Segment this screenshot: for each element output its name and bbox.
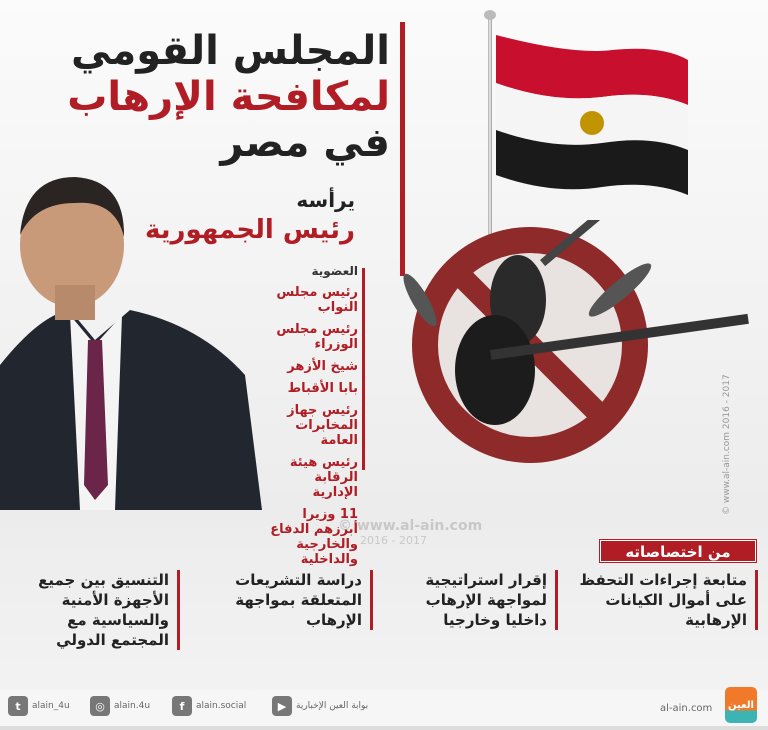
list-item: رئيس جهاز المخابرات العامة (287, 403, 358, 448)
watermark-years: 2016 - 2017 (360, 534, 427, 547)
title-line-3: في مصر (220, 120, 390, 166)
duty-item: إقرار استراتيجية لمواجهة الإرهاب داخليا وخارجيا (393, 570, 558, 630)
list-item: رئيس مجلس الوزراء (276, 322, 358, 352)
duty-item: متابعة إجراءات التحفظ على أموال الكيانات الإرهابية (578, 570, 758, 630)
instagram-handle: alain.4u (114, 701, 151, 711)
chair-value: رئيس الجمهورية (145, 215, 355, 245)
facebook-link[interactable] (172, 696, 246, 716)
list-item: 11 وزيرا أبرزهم الدفاع والخارجية والداخلية (270, 507, 358, 567)
members-list (266, 264, 358, 574)
facebook-icon: f (172, 696, 192, 716)
list-item: رئيس مجلس النواب (276, 285, 358, 315)
anti-terror-graphic (400, 220, 760, 470)
facebook-handle: alain.social (196, 701, 247, 711)
duty-item: دراسة التشريعات المتعلقة بمواجهة الإرهاب (198, 570, 373, 630)
youtube-link[interactable] (272, 696, 368, 716)
watermark-site: © www.al-ain.com (338, 518, 483, 534)
title-line-2: لمكافحة الإرهاب (67, 74, 390, 120)
al-ain-logo: العين (725, 687, 757, 723)
instagram-link[interactable] (90, 696, 150, 716)
president-photo (0, 165, 262, 510)
side-watermark: © www.al-ain.com 2016 - 2017 (722, 374, 732, 515)
list-item: بابا الأقباط (287, 381, 358, 396)
duty-item: التنسيق بين جميع الأجهزة الأمنية والسياسية مع المجتمع الدولي (10, 570, 180, 650)
twitter-icon: t (8, 696, 28, 716)
twitter-handle: alain_4u (32, 701, 70, 711)
list-item: شيخ الأزهر (287, 359, 358, 374)
youtube-icon: ▶ (272, 696, 292, 716)
instagram-icon: ◎ (90, 696, 110, 716)
title-line-1: المجلس القومي (70, 28, 390, 74)
flag-pole-top (484, 10, 496, 20)
twitter-link[interactable] (8, 696, 70, 716)
page-title (67, 28, 390, 166)
site-link[interactable]: al-ain.com (660, 703, 713, 714)
duties-label: من اختصاصاته (600, 540, 756, 562)
list-item: رئيس هيئة الرقابة الإدارية (289, 455, 358, 500)
watermark (338, 518, 482, 547)
egypt-flag (492, 35, 692, 205)
chair-label: يرأسه (296, 188, 355, 212)
youtube-handle: بوابة العين الإخبارية (296, 701, 369, 711)
members-divider (362, 268, 365, 470)
members-label: العضوية (311, 264, 358, 278)
